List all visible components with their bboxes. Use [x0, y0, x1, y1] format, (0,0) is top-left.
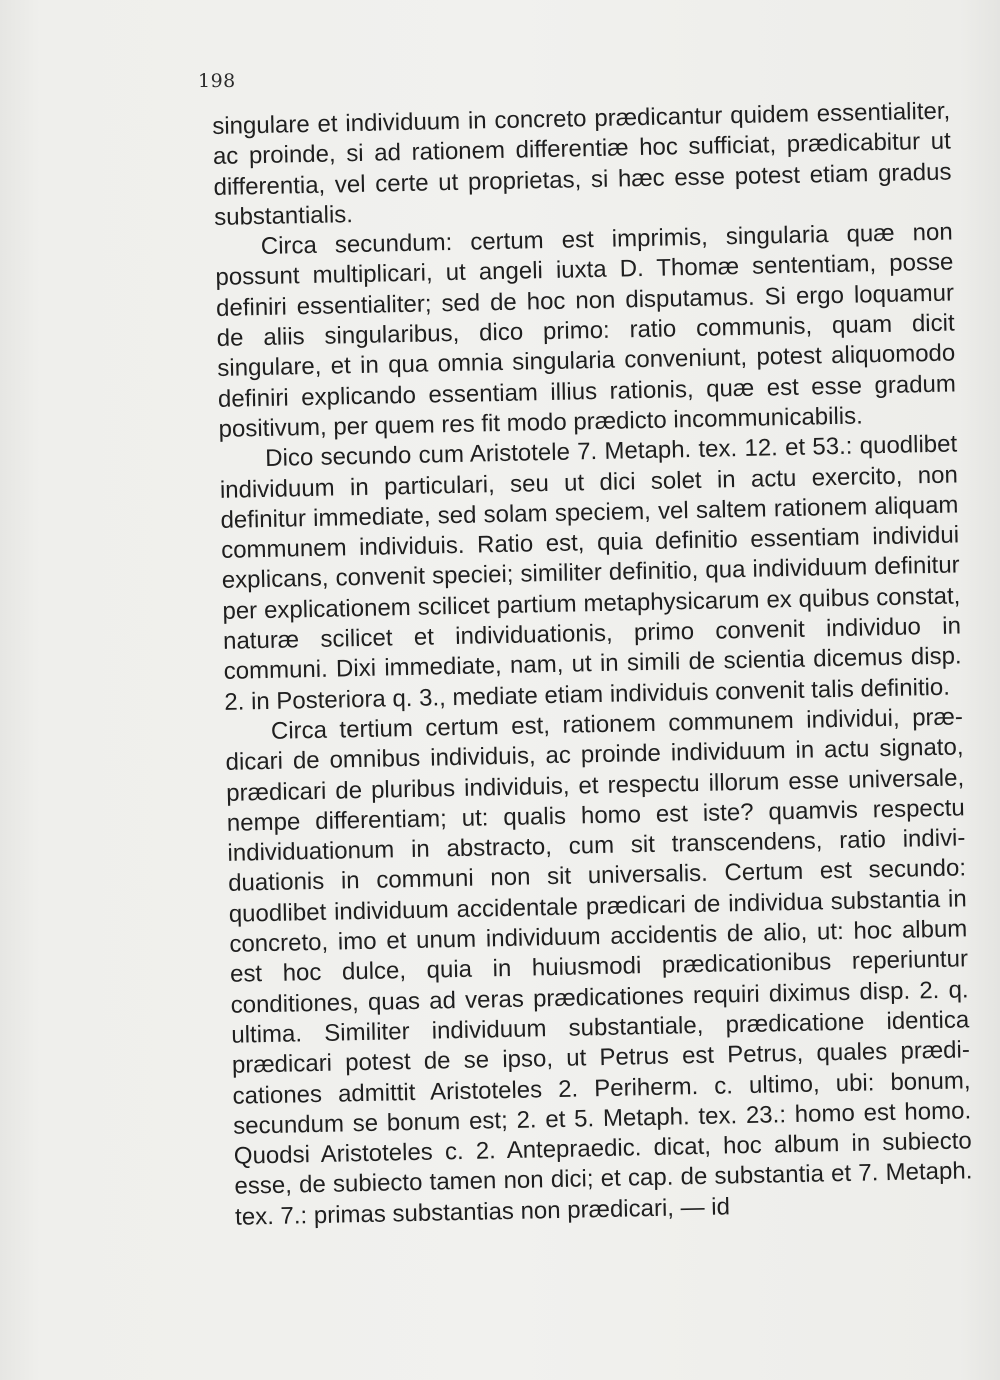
paragraph-1: singulare et individuum in concreto prædicantur quidem essentialiter, ac proinde, si ad rationem differentiæ hoc sufficiat, prædicabitur ut differentia, vel certe ut proprietas, si hæc esse potest etiam gradus substantialis. — [212, 97, 952, 231]
paragraph-2: Circa secundum: certum est imprimis, singularia quæ non possunt multiplicari, ut angeli iuxta D. Thomæ sententiam, posse definiri essentialiter; sed de hoc non disputamus. Si ergo loquamur de aliis singularibus, dico primo: ratio communis, quam dicit singulare, et in qua omnia singularia conveniunt, potest aliquomodo definiri explicando essentiam illius rationis, quæ est esse gradum positivum, per quem res fit modo prædicto incommunicabilis. — [215, 218, 957, 443]
page-number: 198 — [198, 70, 236, 92]
body-text — [212, 97, 973, 1233]
paragraph-4: Circa tertium certum est, rationem communem individui, prædicari de omnibus individuis, ac proinde individuum in actu signato, prædicari de pluribus individuis, et respectu illorum esse universale, nempe differentiam; ut: qualis homo est iste? quamvis respectu individuationum in abstracto, cum sit transcendens, ratio individuationis in communi non sit universalis. Certum est secundo: quodlibet individuum accidentale prædicari de individua substantia in concreto, imo et unum individuum accidentis de alio, ut: hoc album est hoc dulce, quia in huiusmodi prædicationibus reperiuntur conditiones, quas ad veras prædicationes requiri diximus disp. 2. q. ultima. Similiter individuum substantiale, prædicatione identica prædicari potest de se ipso, ut Petrus est Petrus, quales prædicationes admittit Aristoteles 2. Periherm. c. ultimo, ubi: bonum, secundum se bonum est; 2. et 5. Metaph. tex. 23.: homo est homo. Quodsi Aristoteles c. 2. Antepraedic. dicat, hoc album in subiecto esse, de subiecto tamen non dici; et cap. de substantia et 7. Metaph. tex. 7.: primas substantias non prædicari, — id — [225, 703, 973, 1231]
paragraph-3: Dico secundo cum Aristotele 7. Metaph. tex. 12. et 53.: quodlibet individuum in particulari, seu ut dici solet in actu exercito, non definitur immediate, sed solam speciem, vel saltem rationem aliquam communem individuis. Ratio est, quia definitio essentiam individui explicans, convenit speciei; similiter definitio, qua individuum definitur per explicationem scilicet partium metaphysicarum ex quibus constat, naturæ scilicet et individuationis, primo convenit individuo in communi. Dixi immediate, nam, ut in simili de scientia dicemus disp. 2. in Posteriora q. 3., mediate etiam individuis convenit talis definitio. — [219, 430, 962, 716]
